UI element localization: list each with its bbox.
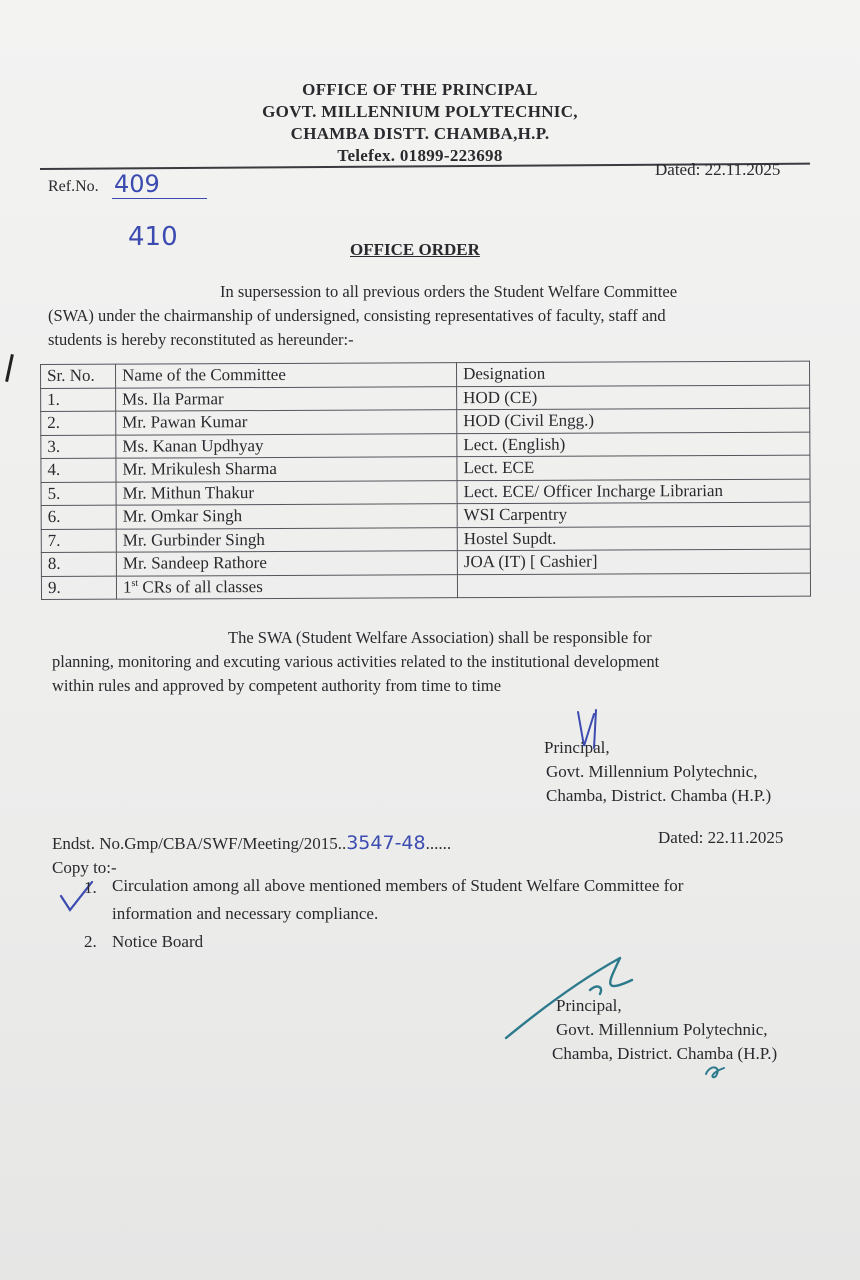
ref-number-handwritten-1: 409 xyxy=(114,170,160,198)
col-header-name: Name of the Committee xyxy=(116,363,457,388)
copy-to-label: Copy to:- xyxy=(52,858,117,877)
signatory-institution-2: Govt. Millennium Polytechnic, xyxy=(556,1020,768,1039)
col-header-designation: Designation xyxy=(456,361,809,386)
institution-name: GOVT. MILLENNIUM POLYTECHNIC, xyxy=(262,102,578,121)
swa-para-line-3: within rules and approved by competent authority from time to time xyxy=(52,676,502,695)
order-para-line-2: (SWA) under the chairmanship of undersigned, consisting representatives of faculty, staff and xyxy=(48,306,666,325)
copy-item-1-number: 1. xyxy=(84,878,97,897)
copy-item-1-line-1: Circulation among all above mentioned members of Student Welfare Committee for xyxy=(112,876,684,895)
copy-item-1-line-2: information and necessary compliance. xyxy=(112,904,379,923)
telefax: Telefex. 01899-223698 xyxy=(337,146,503,165)
table-row: 9. 1st CRs of all classes xyxy=(41,573,810,600)
table-row: 1. Ms. Ila Parmar HOD (CE) xyxy=(41,385,810,412)
order-date: Dated: 22.11.2025 xyxy=(655,160,781,179)
signatory-institution-1: Govt. Millennium Polytechnic, xyxy=(546,762,758,781)
copy-item-2-text: Notice Board xyxy=(112,932,204,951)
table-row: 5. Mr. Mithun Thakur Lect. ECE/ Officer Incharge Librarian xyxy=(41,479,810,506)
table-row: 7. Mr. Gurbinder Singh Hostel Supdt. xyxy=(41,526,810,553)
table-row: 2. Mr. Pawan Kumar HOD (Civil Engg.) xyxy=(41,408,810,435)
table-row: 4. Mr. Mrikulesh Sharma Lect. ECE xyxy=(41,455,810,482)
table-row: 6. Mr. Omkar Singh WSI Carpentry xyxy=(41,502,810,529)
committee-table xyxy=(40,361,811,600)
endorsement-number: Endst. No.Gmp/CBA/SWF/Meeting/2015..3547-48...... xyxy=(52,832,452,854)
margin-pen-mark xyxy=(5,354,14,382)
ref-number-handwritten-2: 410 xyxy=(128,222,178,252)
table-header-row xyxy=(41,361,810,388)
table-row: 8. Mr. Sandeep Rathore JOA (IT) [ Cashier] xyxy=(41,549,810,576)
office-order-title: OFFICE ORDER xyxy=(350,240,480,259)
order-para-line-1: In supersession to all previous orders the Student Welfare Committee xyxy=(220,282,678,301)
office-title: OFFICE OF THE PRINCIPAL xyxy=(302,80,538,99)
signature-flourish xyxy=(702,1060,728,1082)
swa-para-line-2: planning, monitoring and excuting various activities related to the institutional development xyxy=(52,652,660,671)
signatory-title-2: Principal, xyxy=(556,996,622,1015)
signatory-address-1: Chamba, District. Chamba (H.P.) xyxy=(546,786,772,805)
endorsement-date: Dated: 22.11.2025 xyxy=(658,828,784,847)
signatory-address-2: Chamba, District. Chamba (H.P.) xyxy=(552,1044,778,1063)
col-header-srno: Sr. No. xyxy=(41,364,116,388)
endorsement-handwritten-number: 3547-48 xyxy=(346,832,426,854)
signatory-title-1: Principal, xyxy=(544,738,610,757)
ref-label: Ref.No. xyxy=(48,178,99,195)
copy-item-2-number: 2. xyxy=(84,932,97,951)
swa-para-line-1: The SWA (Student Welfare Association) shall be responsible for xyxy=(228,628,652,647)
order-para-line-3: students is hereby reconstituted as hereunder:- xyxy=(48,330,354,349)
ref-underline xyxy=(112,198,207,199)
institution-address: CHAMBA DISTT. CHAMBA,H.P. xyxy=(290,124,550,143)
table-row: 3. Ms. Kanan Updhyay Lect. (English) xyxy=(41,432,810,459)
